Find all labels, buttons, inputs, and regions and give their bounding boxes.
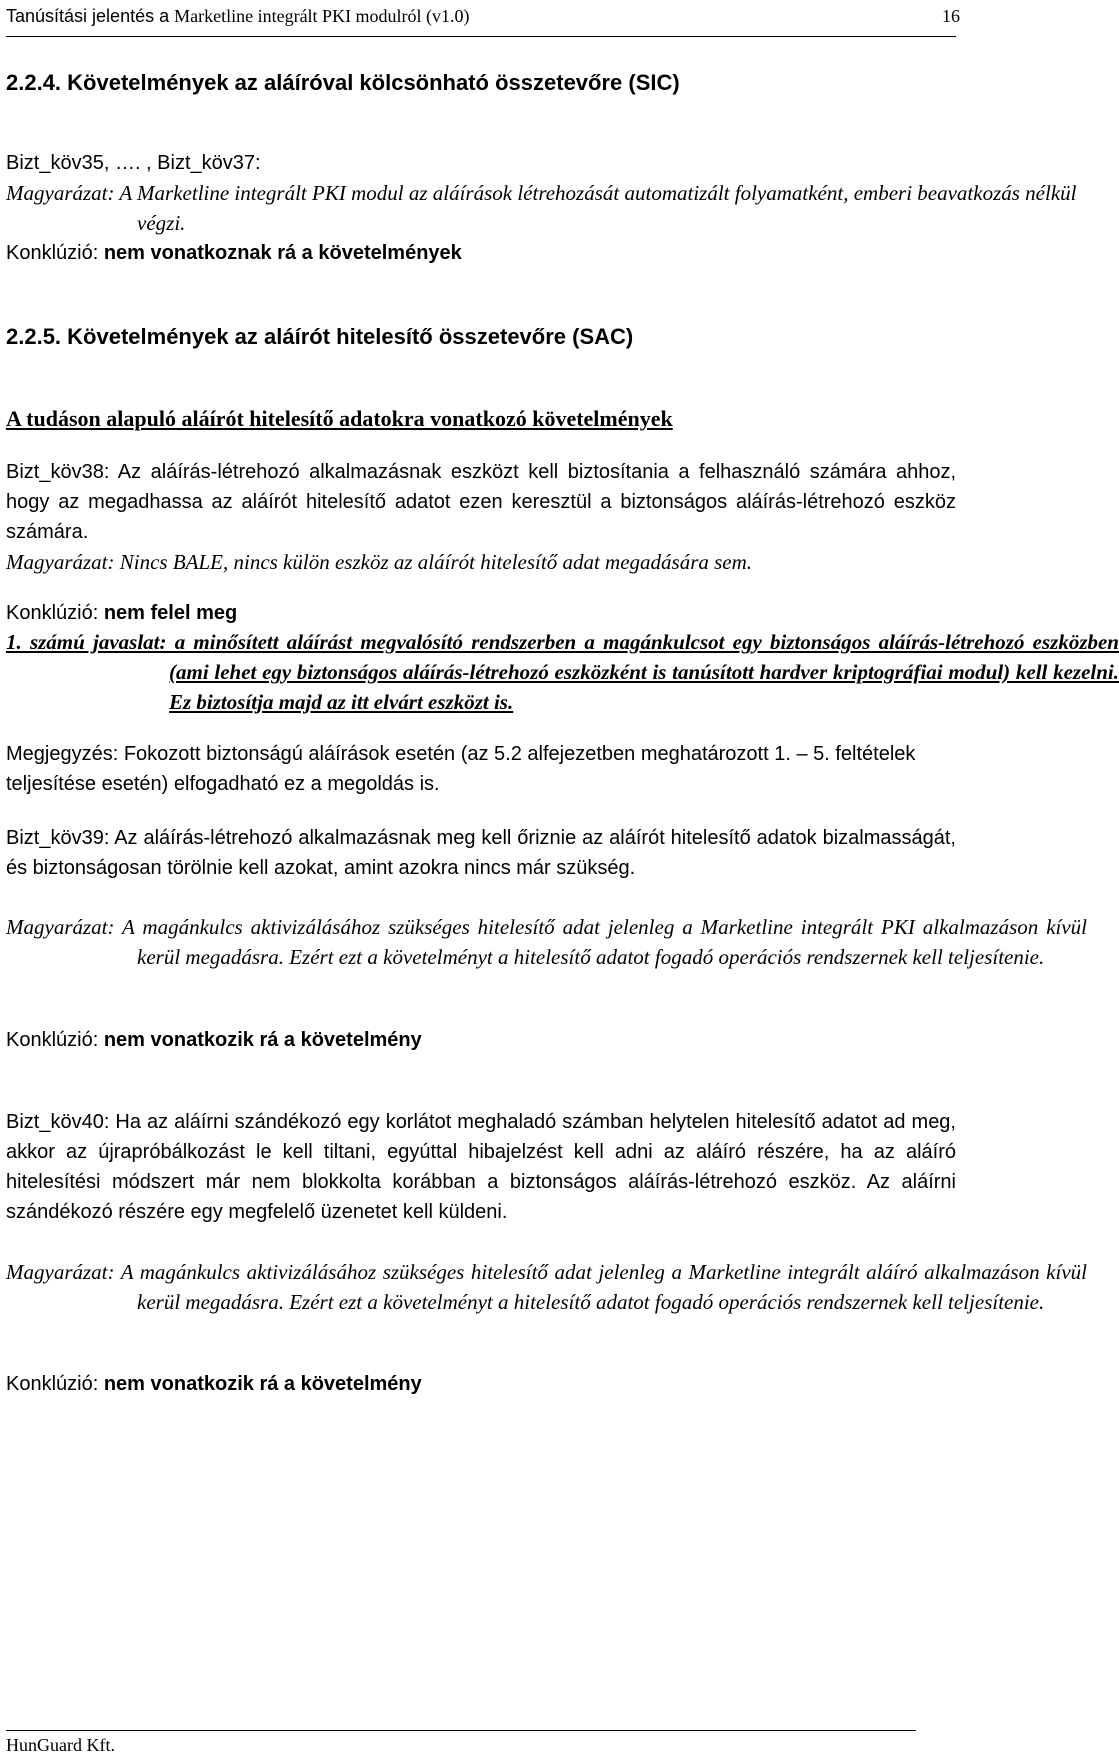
- section-heading-sic: 2.2.4. Követelmények az aláíróval kölcsönható összetevőre (SIC): [6, 70, 680, 95]
- req39-text: Bizt_köv39: Az aláírás-létrehozó alkalmazásnak meg kell őriznie az aláírót hitelesítő adatok bizalmasságát, és biztonságosan törölnie kell azokat, amint azokra nincs már szükség.: [6, 827, 956, 879]
- req38-note: Megjegyzés: Fokozott biztonságú aláírások esetén (az 5.2 alfejezetben meghatározott 1. – 5. feltételek teljesítése esetén) elfogadható ez a megoldás is.: [6, 743, 916, 795]
- req40-explanation: Magyarázat: A magánkulcs aktivizálásához szükséges hitelesítő adat jelenleg a Marketline integrált aláíró alkalmazáson kívül kerül megadásra. Ezért ezt a követelményt a hitelesítő adatot fogadó operációs rendszernek kell teljesítenie.: [6, 1260, 1087, 1314]
- req39-conclusion: [6, 1025, 956, 1055]
- req39-explanation: Magyarázat: A magánkulcs aktivizálásához szükséges hitelesítő adat jelenleg a Marketline integrált PKI alkalmazáson kívül kerül megadásra. Ezért ezt a követelményt a hitelesítő adatot fogadó operációs rendszernek kell teljesítenie.: [6, 915, 1087, 969]
- header-title-part1: Tanúsítási jelentés a: [6, 6, 175, 26]
- conclusion-label: Konklúzió:: [6, 1373, 104, 1395]
- conclusion-value: nem vonatkoznak rá a követelmények: [103, 242, 462, 264]
- sic-explanation: Magyarázat: A Marketline integrált PKI modul az aláírások létrehozását automatizált folyamatként, emberi beavatkozás nélkül végzi.: [6, 181, 1077, 235]
- conclusion-label: Konklúzió:: [6, 242, 104, 264]
- conclusion-value: nem vonatkozik rá a követelmény: [103, 1373, 422, 1395]
- req40-text: Bizt_köv40: Ha az aláírni szándékozó egy korlátot meghaladó számban helytelen hitelesítő adatot ad meg, akkor az újrapróbálkozást le kell tiltani, egyúttal hibajelzést kell adni az aláíró részére, ha az aláíró hitelesítési módszert már nem blokkolta korábban a biztonságos aláírás-létrehozó eszköz. Az aláírni szándékozó részére egy megfelelő üzenetet kell küldeni.: [6, 1111, 956, 1223]
- recommendation-1: 1. számú javaslat: a minősített aláírást megvalósító rendszerben a magánkulcsot egy biztonságos aláírás-létrehozó eszközben (ami lehet egy biztonságos aláírás-létrehozó eszközként is tanúsított hardver kriptográfiai modul) kell kezelni. Ez biztosítja majd az itt elvárt eszközt is.: [6, 630, 1119, 714]
- subheading-knowledge-based: A tudáson alapuló aláírót hitelesítő adatokra vonatkozó követelmények: [6, 406, 673, 431]
- req40-conclusion: [6, 1369, 956, 1399]
- header-title: [6, 6, 470, 27]
- req38-explanation: Magyarázat: Nincs BALE, nincs külön eszköz az aláírót hitelesítő adat megadására sem.: [6, 550, 753, 574]
- header-title-part2: Marketline integrált PKI modulról (v1.0): [174, 6, 470, 26]
- page-header: [6, 6, 960, 37]
- sic-requirement-ids: Bizt_köv35, …. , Bizt_köv37:: [6, 152, 261, 174]
- req38-text: Bizt_köv38: Az aláírás-létrehozó alkalmazásnak eszközt kell biztosítania a felhasználó számára ahhoz, hogy az megadhassa az aláírót hitelesítő adatot ezen keresztül a biztonságos aláírás-létrehozó eszköz számára.: [6, 461, 956, 543]
- page-number: 16: [942, 6, 960, 26]
- conclusion-label: Konklúzió:: [6, 602, 104, 624]
- conclusion-value: nem felel meg: [103, 602, 238, 624]
- req38-conclusion: [6, 598, 956, 628]
- conclusion-value: nem vonatkozik rá a követelmény: [103, 1029, 422, 1051]
- document-page: [6, 0, 1119, 1761]
- conclusion-label: Konklúzió:: [6, 1029, 104, 1051]
- page-footer: [6, 1730, 916, 1756]
- footer-company: HunGuard Kft.: [6, 1735, 115, 1755]
- sic-conclusion: [6, 238, 956, 268]
- section-heading-sac: 2.2.5. Követelmények az aláírót hitelesítő összetevőre (SAC): [6, 324, 634, 349]
